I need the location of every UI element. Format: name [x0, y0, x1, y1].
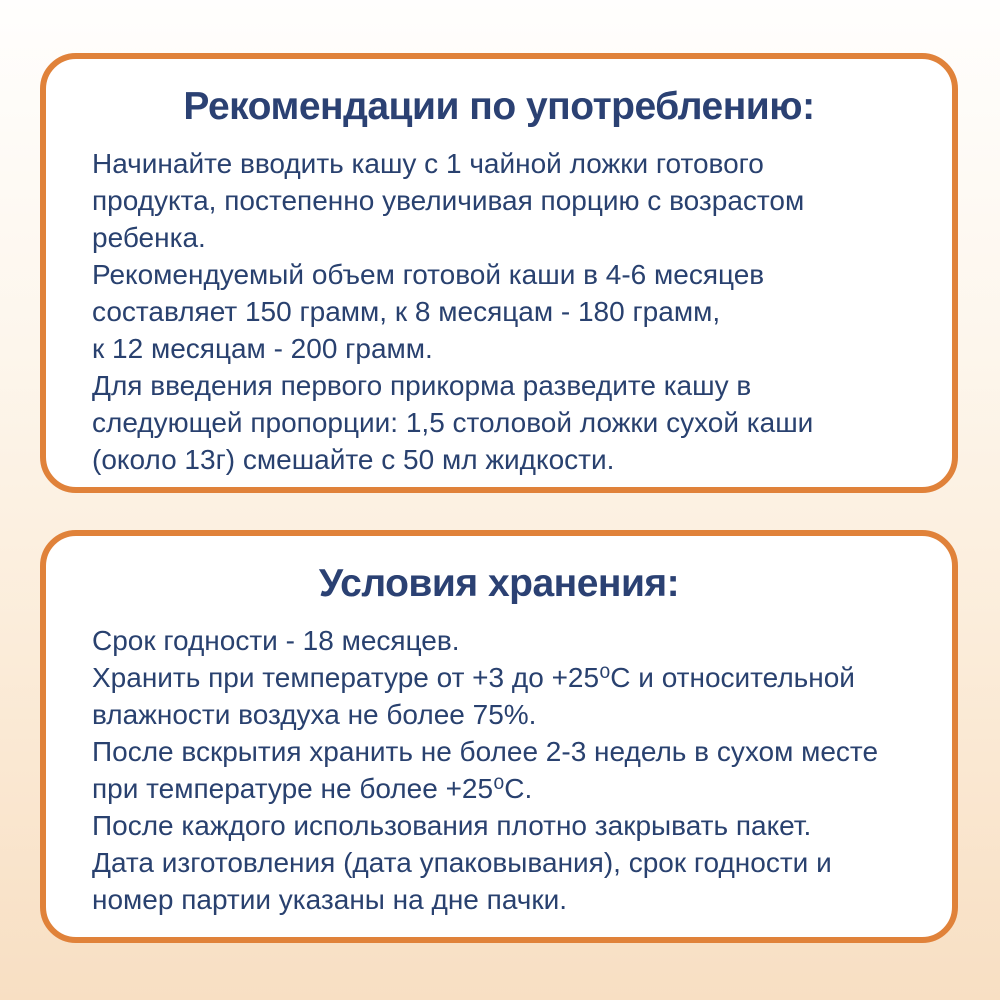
- recommendations-text: [46, 145, 952, 478]
- text-line: Рекомендуемый объем готовой каши в 4-6 месяцев: [92, 259, 765, 290]
- text-line: Для введения первого прикорма разведите кашу в: [92, 370, 752, 401]
- recommendations-title: Рекомендации по употреблению:: [183, 85, 815, 128]
- text-line: следующей пропорции: 1,5 столовой ложки сухой каши: [92, 407, 814, 438]
- text-line: ребенка.: [92, 222, 206, 253]
- storage-conditions-card: [40, 530, 958, 943]
- text-line: номер партии указаны на дне пачки.: [92, 884, 568, 915]
- text-line: Дата изготовления (дата упаковывания), срок годности и: [92, 847, 832, 878]
- storage-conditions-text: [46, 622, 952, 918]
- text-line: Хранить при температуре от +3 до +25⁰С и относительной: [92, 662, 855, 693]
- text-line: к 12 месяцам - 200 грамм.: [92, 333, 433, 364]
- text-line: продукта, постепенно увеличивая порцию с возрастом: [92, 185, 805, 216]
- storage-conditions-title: Условия хранения:: [318, 562, 680, 605]
- text-line: (около 13г) смешайте с 50 мл жидкости.: [92, 444, 615, 475]
- text-line: Начинайте вводить кашу с 1 чайной ложки готового: [92, 148, 764, 179]
- text-line: составляет 150 грамм, к 8 месяцам - 180 грамм,: [92, 296, 721, 327]
- text-line: После каждого использования плотно закрывать пакет.: [92, 810, 812, 841]
- text-line: После вскрытия хранить не более 2-3 недель в сухом месте: [92, 736, 879, 767]
- text-line: при температуре не более +25⁰С.: [92, 773, 533, 804]
- recommendations-card: [40, 53, 958, 493]
- text-line: влажности воздуха не более 75%.: [92, 699, 537, 730]
- text-line: Срок годности - 18 месяцев.: [92, 625, 460, 656]
